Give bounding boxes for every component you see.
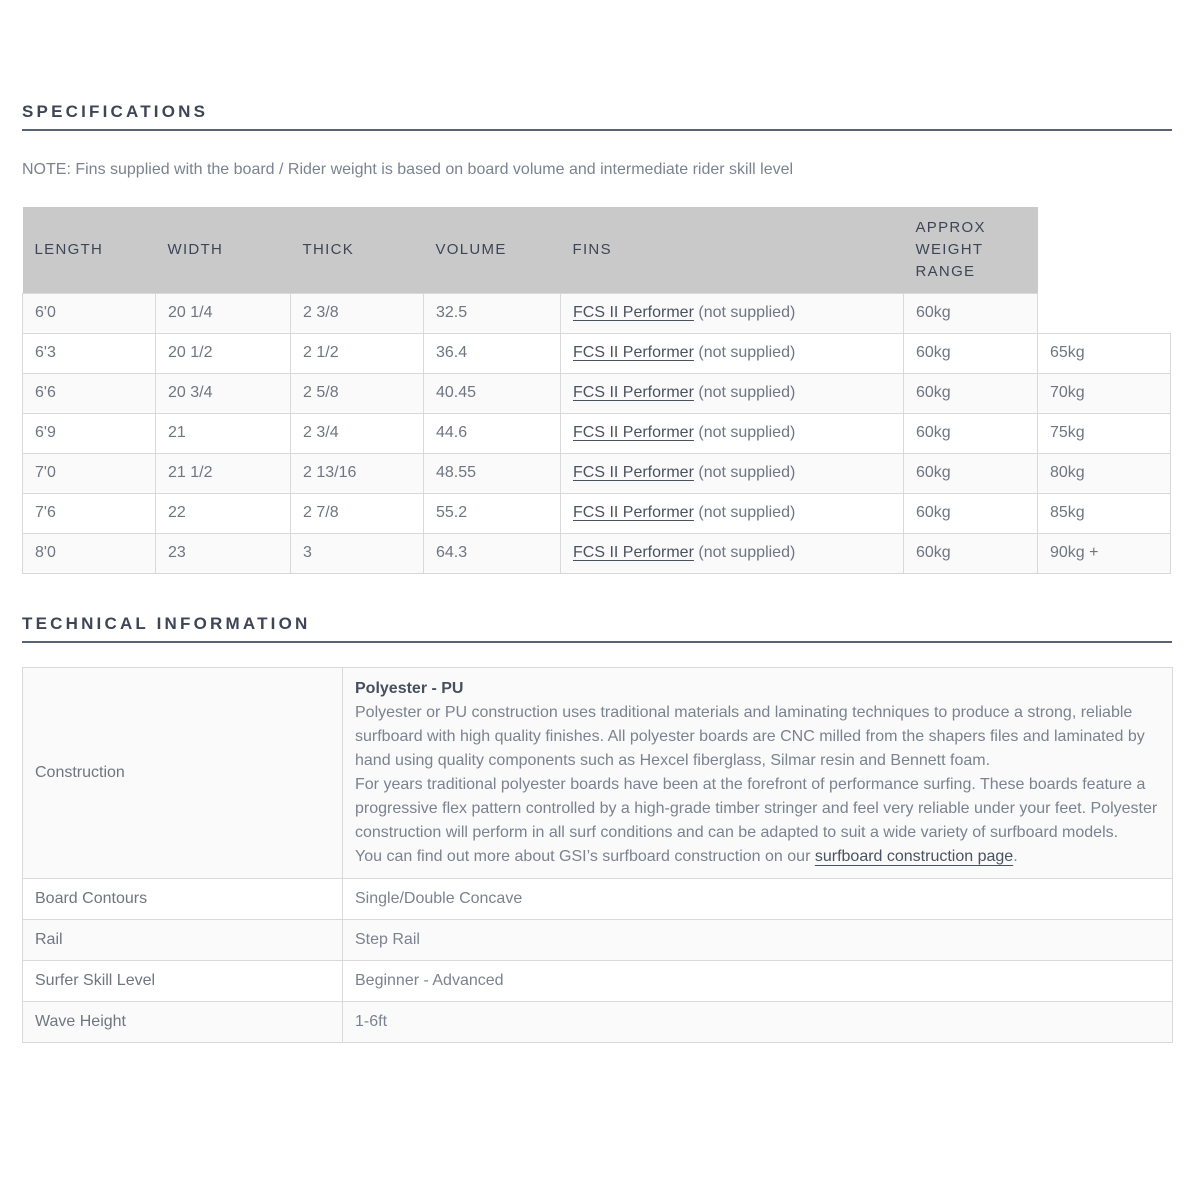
fins-suffix: (not supplied) bbox=[698, 384, 796, 401]
fins-suffix: (not supplied) bbox=[698, 544, 796, 561]
construction-title: Polyester - PU bbox=[355, 680, 464, 697]
width-cell: 20 3/4 bbox=[156, 373, 291, 413]
weight-max-cell: 85kg bbox=[1038, 493, 1171, 533]
fcs-performer-link[interactable]: FCS II Performer bbox=[573, 344, 694, 361]
tech-label: Board Contours bbox=[23, 879, 343, 920]
volume-cell: 36.4 bbox=[424, 333, 561, 373]
fins-suffix: (not supplied) bbox=[698, 344, 796, 361]
thick-cell: 3 bbox=[291, 533, 424, 573]
tech-value: Single/Double Concave bbox=[343, 879, 1173, 920]
weight-min-cell: 60kg bbox=[904, 453, 1038, 493]
volume-cell: 64.3 bbox=[424, 533, 561, 573]
length-cell: 6'0 bbox=[23, 293, 156, 333]
surfboard-construction-link[interactable]: surfboard construction page bbox=[814, 848, 1014, 865]
volume-cell: 40.45 bbox=[424, 373, 561, 413]
fins-cell bbox=[561, 453, 904, 493]
weight-min-cell: 60kg bbox=[904, 413, 1038, 453]
thick-cell: 2 3/4 bbox=[291, 413, 424, 453]
weight-min-cell: 60kg bbox=[904, 493, 1038, 533]
construction-link-prefix: You can find out more about GSI’s surfboard construction on our bbox=[355, 848, 815, 865]
weight-min-cell: 60kg bbox=[904, 373, 1038, 413]
tech-row bbox=[23, 920, 1173, 961]
length-cell: 6'6 bbox=[23, 373, 156, 413]
tech-label: Surfer Skill Level bbox=[23, 961, 343, 1002]
weight-max-cell: 65kg bbox=[1038, 333, 1171, 373]
tech-value bbox=[343, 668, 1173, 879]
volume-cell: 55.2 bbox=[424, 493, 561, 533]
fins-cell bbox=[561, 493, 904, 533]
weight-max-cell: 70kg bbox=[1038, 373, 1171, 413]
spec-row bbox=[23, 493, 1171, 533]
tech-value: Beginner - Advanced bbox=[343, 961, 1173, 1002]
thick-cell: 2 13/16 bbox=[291, 453, 424, 493]
weight-min-cell: 60kg bbox=[904, 293, 1038, 333]
tech-label: Construction bbox=[23, 668, 343, 879]
spec-row bbox=[23, 413, 1171, 453]
spec-header-row bbox=[23, 207, 1171, 293]
tech-row bbox=[23, 961, 1173, 1002]
spec-row bbox=[23, 533, 1171, 573]
fins-cell bbox=[561, 333, 904, 373]
width-cell: 21 1/2 bbox=[156, 453, 291, 493]
volume-cell: 48.55 bbox=[424, 453, 561, 493]
weight-max-cell: 75kg bbox=[1038, 413, 1171, 453]
length-cell: 7'0 bbox=[23, 453, 156, 493]
volume-cell: 44.6 bbox=[424, 413, 561, 453]
fcs-performer-link[interactable]: FCS II Performer bbox=[573, 424, 694, 441]
fins-cell bbox=[561, 413, 904, 453]
weight-min-cell: 60kg bbox=[904, 533, 1038, 573]
technical-information-table bbox=[22, 667, 1173, 1043]
thick-cell: 2 5/8 bbox=[291, 373, 424, 413]
weight-max-cell: 80kg bbox=[1038, 453, 1171, 493]
technical-information-heading: TECHNICAL INFORMATION bbox=[22, 612, 1172, 643]
fins-cell bbox=[561, 373, 904, 413]
fins-suffix: (not supplied) bbox=[698, 424, 796, 441]
col-header-length: LENGTH bbox=[23, 207, 156, 293]
spec-row bbox=[23, 293, 1171, 333]
tech-row bbox=[23, 1002, 1173, 1043]
length-cell: 6'9 bbox=[23, 413, 156, 453]
thick-cell: 2 7/8 bbox=[291, 493, 424, 533]
fcs-performer-link[interactable]: FCS II Performer bbox=[573, 504, 694, 521]
width-cell: 20 1/2 bbox=[156, 333, 291, 373]
weight-max-cell: 90kg + bbox=[1038, 533, 1171, 573]
width-cell: 22 bbox=[156, 493, 291, 533]
col-header-weight: APPROX WEIGHT RANGE bbox=[904, 207, 1038, 293]
fins-cell bbox=[561, 293, 904, 333]
fcs-performer-link[interactable]: FCS II Performer bbox=[573, 384, 694, 401]
col-header-width: WIDTH bbox=[156, 207, 291, 293]
spec-row bbox=[23, 373, 1171, 413]
length-cell: 8'0 bbox=[23, 533, 156, 573]
construction-paragraph bbox=[355, 845, 1160, 869]
tech-row-construction bbox=[23, 668, 1173, 879]
fcs-performer-link[interactable]: FCS II Performer bbox=[573, 304, 694, 321]
tech-value: 1-6ft bbox=[343, 1002, 1173, 1043]
specifications-heading: SPECIFICATIONS bbox=[22, 100, 1172, 131]
thick-cell: 2 3/8 bbox=[291, 293, 424, 333]
construction-paragraph: For years traditional polyester boards have been at the forefront of performance surfing. These boards feature a progressive flex pattern controlled by a high-grade timber stringer and feel very reliable under your feet. Polyester construction will perform in all surf conditions and can be adapted to suit a wide variety of surfboard models. bbox=[355, 776, 1158, 841]
tech-label: Rail bbox=[23, 920, 343, 961]
weight-max-cell-empty bbox=[1038, 293, 1171, 333]
fins-suffix: (not supplied) bbox=[698, 504, 796, 521]
construction-paragraph: Polyester or PU construction uses traditional materials and laminating techniques to produce a strong, reliable surfboard with high quality finishes. All polyester boards are CNC milled from the shapers files and laminated by hand using quality components such as Hexcel fiberglass, Silmar resin and Bennett foam. bbox=[355, 704, 1145, 769]
tech-row bbox=[23, 879, 1173, 920]
tech-value: Step Rail bbox=[343, 920, 1173, 961]
specifications-table bbox=[22, 207, 1171, 574]
construction-link-suffix: . bbox=[1013, 848, 1018, 865]
tech-label: Wave Height bbox=[23, 1002, 343, 1043]
length-cell: 7'6 bbox=[23, 493, 156, 533]
fins-suffix: (not supplied) bbox=[698, 304, 796, 321]
width-cell: 20 1/4 bbox=[156, 293, 291, 333]
width-cell: 23 bbox=[156, 533, 291, 573]
col-header-volume: VOLUME bbox=[424, 207, 561, 293]
fcs-performer-link[interactable]: FCS II Performer bbox=[573, 464, 694, 481]
weight-min-cell: 60kg bbox=[904, 333, 1038, 373]
col-header-fins: FINS bbox=[561, 207, 904, 293]
volume-cell: 32.5 bbox=[424, 293, 561, 333]
spec-row bbox=[23, 333, 1171, 373]
width-cell: 21 bbox=[156, 413, 291, 453]
col-header-empty bbox=[1038, 207, 1171, 293]
fcs-performer-link[interactable]: FCS II Performer bbox=[573, 544, 694, 561]
fins-note: NOTE: Fins supplied with the board / Rider weight is based on board volume and intermediate rider skill level bbox=[22, 161, 794, 178]
spec-row bbox=[23, 453, 1171, 493]
fins-cell bbox=[561, 533, 904, 573]
fins-suffix: (not supplied) bbox=[698, 464, 796, 481]
thick-cell: 2 1/2 bbox=[291, 333, 424, 373]
col-header-thick: THICK bbox=[291, 207, 424, 293]
length-cell: 6'3 bbox=[23, 333, 156, 373]
